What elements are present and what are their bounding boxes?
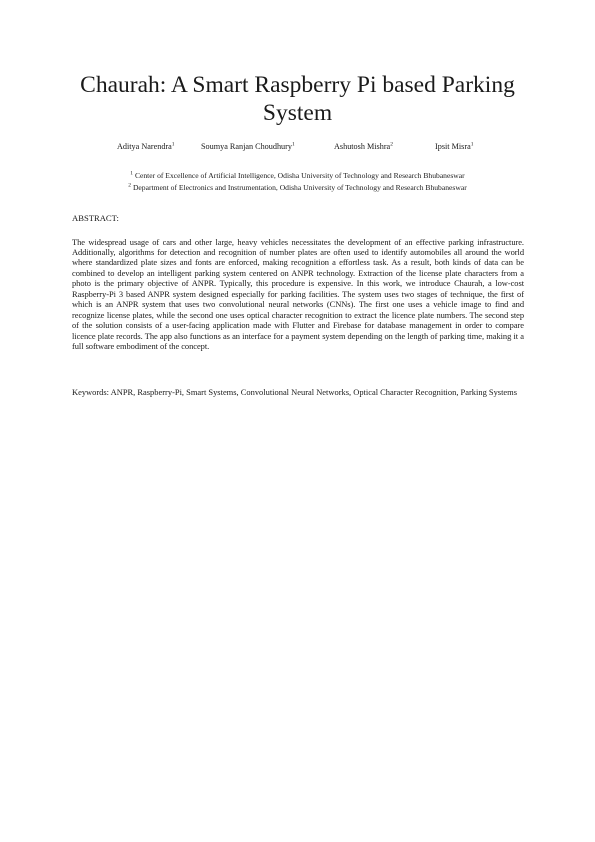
affiliation-mark: 2 bbox=[128, 181, 132, 188]
affiliation-text: Center of Excellence of Artificial Intelligence, Odisha University of Technology and Research Bhubaneswar bbox=[134, 171, 465, 180]
affiliation-list bbox=[60, 170, 535, 193]
affiliation-mark: 1 bbox=[130, 170, 134, 177]
keywords: Keywords: ANPR, Raspberry-Pi, Smart Systems, Convolutional Neural Networks, Optical Character Recognition, Parking Systems bbox=[72, 387, 518, 397]
author-1 bbox=[117, 141, 175, 153]
author-list bbox=[0, 141, 595, 153]
author-name: Soumya Ranjan Choudhury bbox=[201, 142, 292, 151]
affiliation-text: Department of Electronics and Instrumentation, Odisha University of Technology and Research Bhubaneswar bbox=[132, 182, 467, 192]
author-name: Ipsit Misra bbox=[435, 142, 471, 151]
author-3 bbox=[334, 141, 393, 153]
affiliation-2 bbox=[60, 182, 535, 194]
author-name: Ashutosh Mishra bbox=[334, 142, 391, 151]
author-2 bbox=[201, 141, 295, 153]
abstract-text: The widespread usage of cars and other large, heavy vehicles necessitates the development of an effective parking infrastructure. Additionally, algorithms for detection and recognition of number plates are often used to identify automobiles all around the world where standardized plate sizes and fonts are enforced, making recognition a effortless task. As a result, both kinds of data can be combined to develop an intelligent parking system centered on ANPR technology. Extraction of the license plate characters from a photo is the primary objective of ANPR. Typically, this procedure is expensive. In this work, we introduce Chaurah, a low-cost Raspberry-Pi 3 based ANPR system designed especially for parking facilities. The system uses two stages of technique, the first of which is an ANPR system that uses two convolutional neural networks (CNNs). The first one uses a vehicle image to find and recognize license plates, while the second one uses optical character recognition to extract the licence plate numbers. The second step of the solution consists of a user-facing application made with Flutter and Firebase for database management in order to compare licence plate records. The app also functions as an interface for a payment system depending on the length of parking time, making it a full software embodiment of the concept. bbox=[72, 236, 524, 352]
abstract-heading: ABSTRACT: bbox=[72, 213, 119, 223]
author-affiliation-mark: 1 bbox=[171, 141, 175, 148]
affiliation-1 bbox=[60, 170, 535, 182]
author-4 bbox=[435, 141, 473, 153]
author-affiliation-mark: 1 bbox=[470, 141, 474, 148]
author-affiliation-mark: 2 bbox=[390, 141, 393, 148]
paper-title: Chaurah: A Smart Raspberry Pi based Parking System bbox=[80, 72, 515, 126]
author-affiliation-mark: 1 bbox=[291, 141, 295, 148]
author-name: Aditya Narendra bbox=[117, 142, 172, 151]
